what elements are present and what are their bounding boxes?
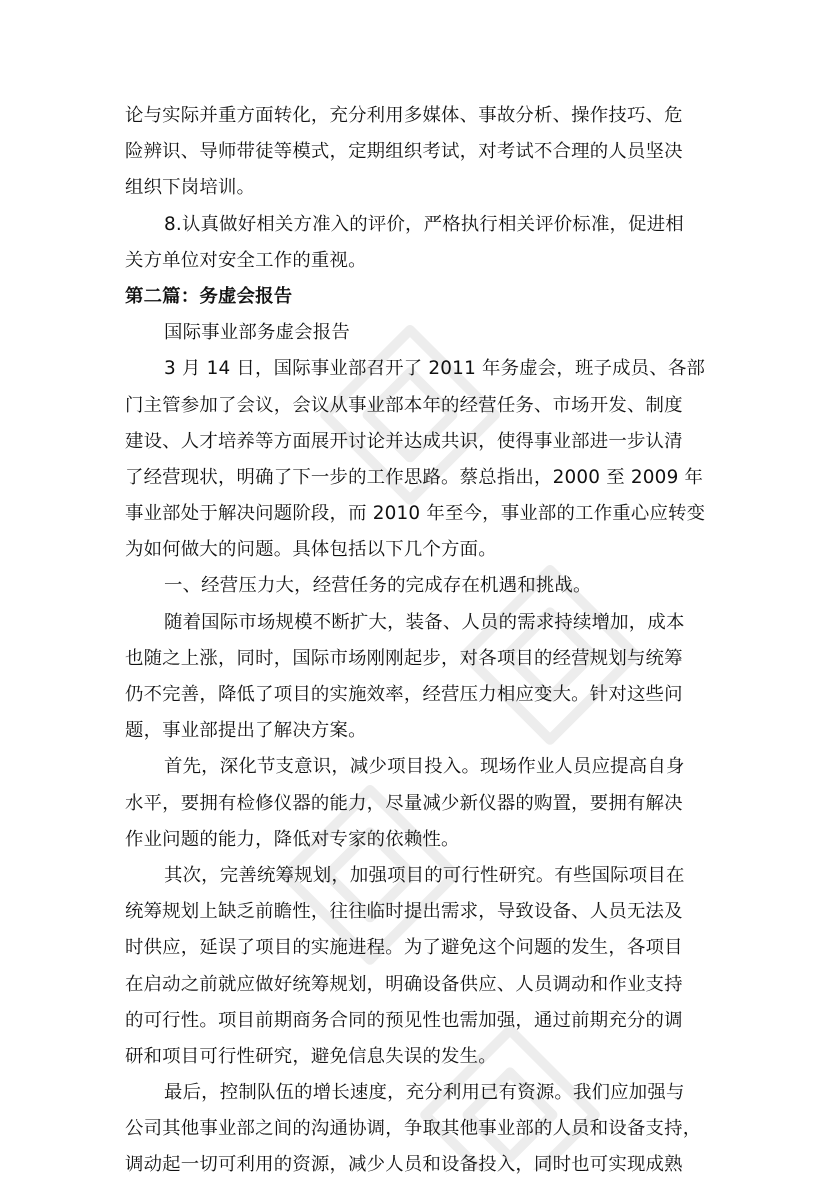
text-line: 3 月 14 日，国际事业部召开了 2011 年务虚会，班子成员、各部	[164, 358, 706, 380]
text-line: 为如何做大的问题。具体包括以下几个方面。	[125, 539, 497, 561]
text-line: 调动起一切可利用的资源，减少人员和设备投入，同时也可实现成熟	[125, 1154, 683, 1176]
text-line: 其次，完善统筹规划，加强项目的可行性研究。有些国际项目在	[164, 864, 685, 886]
text-line: 首先，深化节支意识，减少项目投入。现场作业人员应提高自身	[164, 756, 685, 778]
text-line: 统筹规划上缺乏前瞻性，往往临时提出需求，导致设备、人员无法及	[125, 901, 683, 923]
text-line: 论与实际并重方面转化，充分利用多媒体、事故分析、操作技巧、危	[125, 105, 683, 126]
text-line: 关方单位对安全工作的重视。	[125, 249, 367, 271]
text-line: 国际事业部务虚会报告	[164, 322, 350, 344]
text-line: 水平，要拥有检修仪器的能力，尽量减少新仪器的购置，要拥有解决	[125, 792, 683, 814]
text-line: 题，事业部提出了解决方案。	[125, 720, 367, 742]
document-body	[125, 98, 715, 1184]
text-line: 的可行性。项目前期商务合同的预见性也需加强，通过前期充分的调	[125, 1009, 683, 1031]
text-line: 最后，控制队伍的增长速度，充分利用已有资源。我们应加强与	[164, 1082, 685, 1104]
text-line: 时供应，延误了项目的实施进程。为了避免这个问题的发生，各项目	[125, 937, 683, 959]
text-line: 了经营现状，明确了下一步的工作思路。蔡总指出，2000 至 2009 年	[125, 466, 704, 488]
text-line: 也随之上涨，同时，国际市场刚刚起步，对各项目的经营规划与统筹	[125, 647, 683, 669]
text-line: 公司其他事业部之间的沟通协调，争取其他事业部的人员和设备支持，	[125, 1118, 702, 1140]
text-line: 8.认真做好相关方准入的评价，严格执行相关评价标准，促进相	[164, 213, 684, 235]
text-line: 随着国际市场规模不断扩大，装备、人员的需求持续增加，成本	[164, 611, 685, 633]
text-line: 作业问题的能力，降低对专家的依赖性。	[125, 828, 460, 850]
text-line: 一、经营压力大，经营任务的完成存在机遇和挑战。	[164, 575, 592, 597]
text-line: 在启动之前就应做好统筹规划，明确设备供应、人员调动和作业支持	[125, 973, 683, 995]
text-line: 研和项目可行性研究，避免信息失误的发生。	[125, 1045, 497, 1067]
text-line: 险辨识、导师带徒等模式，定期组织考试，对考试不合理的人员坚决	[125, 141, 683, 163]
text-line: 建设、人才培养等方面展开讨论并达成共识，使得事业部进一步认清	[125, 430, 683, 452]
text-line: 仍不完善，降低了项目的实施效率，经营压力相应变大。针对这些问	[125, 684, 683, 705]
section-heading: 第二篇：务虚会报告	[125, 285, 293, 307]
text-line: 门主管参加了会议，会议从事业部本年的经营任务、市场开发、制度	[125, 394, 683, 416]
text-line: 组织下岗培训。	[125, 177, 256, 199]
text-line: 事业部处于解决问题阶段，而 2010 年至今，事业部的工作重心应转变	[125, 503, 706, 525]
